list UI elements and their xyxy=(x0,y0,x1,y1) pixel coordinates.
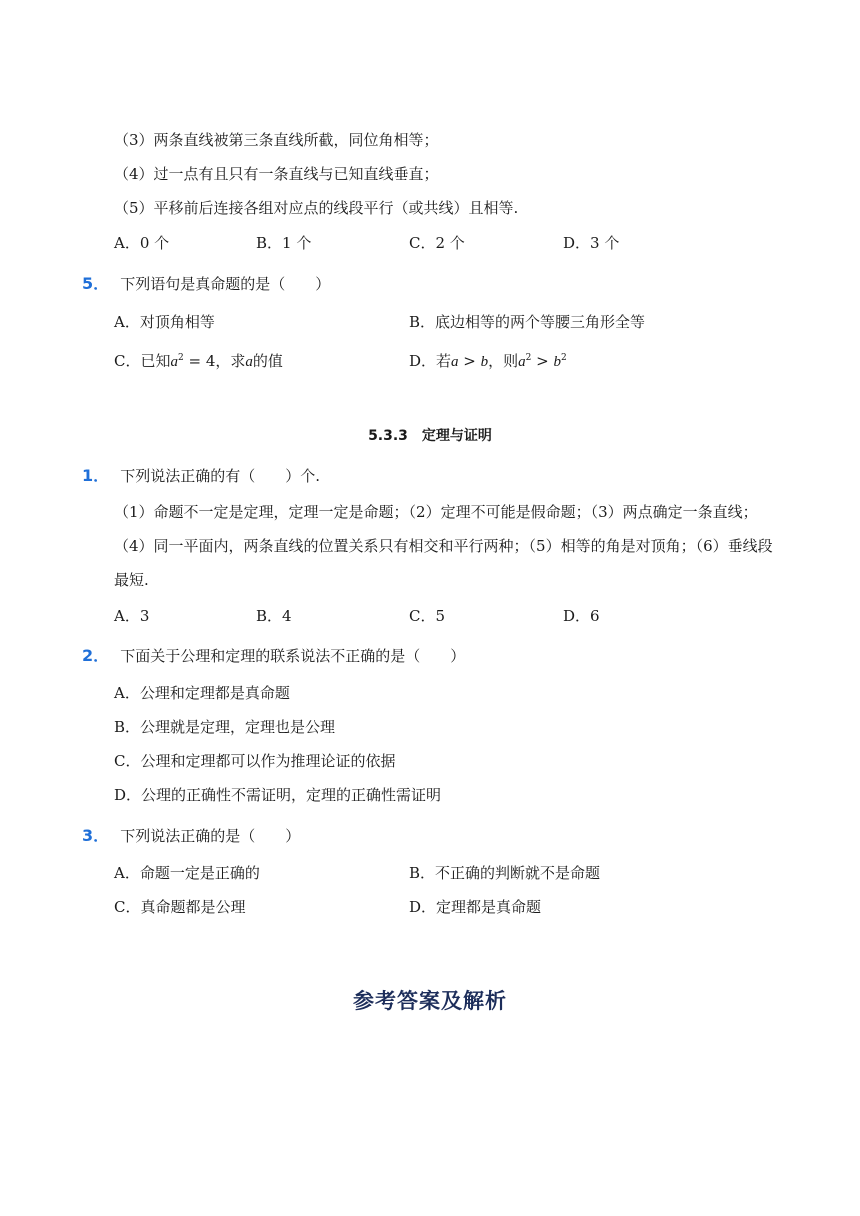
question-number: 3． xyxy=(82,826,110,845)
s1-option-a: A．3 xyxy=(114,607,150,625)
prev-item-5: （5）平移前后连接各组对应点的线段平行（或共线）且相等. xyxy=(114,199,519,217)
s3-option-a: A．命题一定是正确的 xyxy=(114,864,260,882)
s2-option-d: D．公理的正确性不需证明，定理的正确性需证明 xyxy=(114,786,442,804)
s1-option-c: C．5 xyxy=(409,607,446,625)
answers-title: 参考答案及解析 xyxy=(353,989,507,1013)
q5-option-c: C．已知$a^2 = 4$，求a的值 xyxy=(114,352,283,370)
section-title: 5.3.3 定理与证明 xyxy=(368,428,492,444)
q5-option-b: B．底边相等的两个等腰三角形全等 xyxy=(409,313,646,331)
question-stem: 下列语句是真命题的是（ ） xyxy=(120,275,331,293)
q5-option-a: A．对顶角相等 xyxy=(114,313,215,331)
s1-option-b: B．4 xyxy=(256,607,292,625)
s2-option-c: C．公理和定理都可以作为推理论证的依据 xyxy=(114,752,396,770)
prev-item-4: （4）过一点有且只有一条直线与已知直线垂直； xyxy=(114,165,439,183)
question-5 xyxy=(82,271,330,294)
prev-item-3: （3）两条直线被第三条直线所截，同位角相等； xyxy=(114,131,439,149)
prev-option-b: B．1 个 xyxy=(256,234,312,252)
s2-option-b: B．公理就是定理，定理也是公理 xyxy=(114,718,336,736)
prev-option-d: D．3 个 xyxy=(563,234,620,252)
s2-option-a: A．公理和定理都是真命题 xyxy=(114,684,290,702)
question-number: 5． xyxy=(82,274,110,293)
question-stem: 下面关于公理和定理的联系说法不正确的是（ ） xyxy=(120,647,466,665)
question-number: 2． xyxy=(82,646,110,665)
s1-statements: （1）命题不一定是定理，定理一定是命题；（2）定理不可能是假命题；（3）两点确定一条直线；（4）同一平面内，两条直线的位置关系只有相交和平行两种；（5）相等的角是对顶角；（6）垂线段最短. xyxy=(114,503,773,589)
section-question-1 xyxy=(82,463,320,486)
s3-option-c: C．真命题都是公理 xyxy=(114,898,246,916)
prev-option-c: C．2 个 xyxy=(409,234,465,252)
s3-option-d: D．定理都是真命题 xyxy=(409,898,542,916)
question-number: 1． xyxy=(82,466,110,485)
s1-option-d: D．6 xyxy=(563,607,600,625)
prev-option-a: A．0 个 xyxy=(114,234,170,252)
question-stem: 下列说法正确的有（ ）个. xyxy=(120,467,321,485)
q5-option-d: D．若a > b，则$a^2 > b^2$ xyxy=(409,352,567,370)
s3-option-b: B．不正确的判断就不是命题 xyxy=(409,864,601,882)
section-question-2 xyxy=(82,643,465,666)
question-stem: 下列说法正确的是（ ） xyxy=(120,827,301,845)
section-question-3 xyxy=(82,823,300,846)
